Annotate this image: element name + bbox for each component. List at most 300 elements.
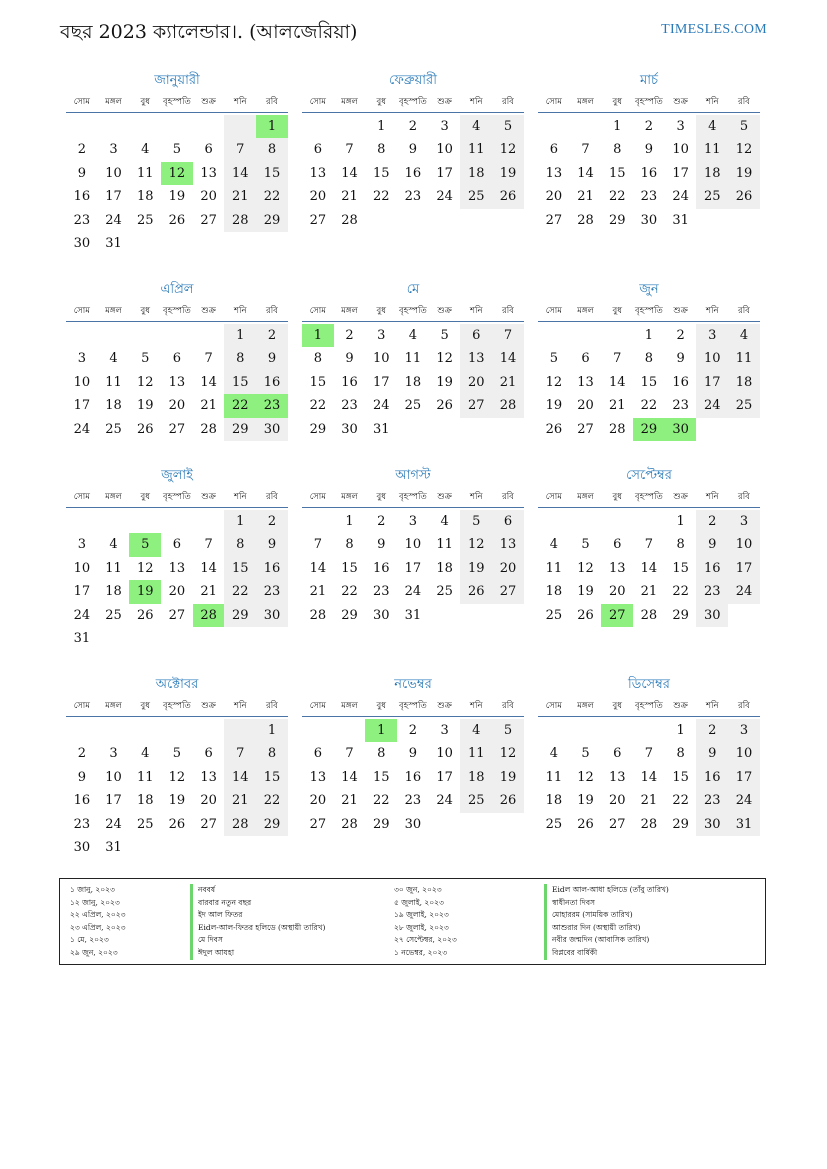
empty-day-cell (538, 115, 570, 138)
day-cell: 7 (644, 537, 654, 553)
weekday-label: মঙ্গল (341, 701, 358, 711)
day-cell: 23 (696, 580, 728, 603)
weekday-label: সোম (309, 97, 326, 107)
day-cell: 8 (644, 351, 654, 367)
day-cell: 24 (728, 580, 760, 603)
empty-day-cell (161, 719, 193, 742)
holiday-day-cell: 27 (601, 604, 633, 627)
day-cell: 10 (404, 537, 422, 553)
weekday-label: রবি (738, 97, 750, 107)
day-cell: 21 (492, 371, 524, 394)
weekday-header (66, 301, 288, 322)
month-name: মার্চ (639, 73, 658, 88)
day-cell: 24 (105, 816, 122, 832)
holiday-dates-left (70, 884, 185, 960)
day-cell: 30 (73, 235, 91, 251)
day-cell: 13 (168, 560, 186, 576)
day-cell: 4 (109, 351, 118, 367)
day-cell: 15 (256, 162, 288, 185)
weekday-label: শুক্র (201, 97, 216, 107)
day-cell: 4 (408, 328, 418, 343)
empty-day-cell (129, 510, 161, 533)
day-cell: 14 (341, 165, 358, 181)
day-cell: 6 (204, 746, 213, 762)
day-cell: 7 (204, 537, 213, 553)
holiday-day-cell: 5 (129, 533, 161, 556)
day-cell: 10 (372, 351, 390, 367)
day-cell: 16 (256, 371, 288, 394)
day-cell: 15 (640, 374, 658, 390)
day-cell: 27 (168, 607, 186, 623)
day-cell: 3 (109, 746, 118, 762)
day-cell: 25 (728, 394, 760, 417)
day-cell: 29 (672, 607, 689, 623)
day-cell: 21 (341, 189, 358, 205)
month-name: ডিসেম্বর (628, 677, 670, 692)
empty-day-cell (98, 719, 130, 742)
day-cell: 15 (224, 557, 256, 580)
day-cell: 5 (549, 351, 558, 367)
day-cell: 18 (105, 398, 122, 414)
holiday-name: Eidল আল-আধা হলিডে (তাঁবু তারিখ) (544, 884, 759, 897)
day-cell: 16 (404, 165, 422, 181)
day-cell: 27 (460, 394, 492, 417)
day-cell: 3 (377, 328, 386, 343)
month-calendar (538, 465, 760, 627)
day-cell: 17 (73, 584, 91, 600)
month-name: জানুয়ারী (154, 73, 200, 88)
day-cell: 26 (545, 421, 563, 437)
weekday-label: শুক্র (437, 306, 452, 316)
day-cell: 22 (372, 793, 390, 809)
day-cell: 18 (105, 584, 122, 600)
day-cell: 29 (608, 212, 626, 228)
day-cell: 13 (545, 165, 563, 181)
weekday-label: মঙ্গল (577, 306, 594, 316)
empty-day-cell (302, 115, 334, 138)
day-grid (66, 113, 288, 255)
day-cell: 11 (696, 138, 728, 161)
day-cell: 3 (728, 719, 760, 742)
day-cell: 8 (676, 537, 685, 553)
holiday-name: Eidল-আল-ফিতর হলিডে (অস্থায়ী তারিখ) (190, 922, 390, 935)
day-cell: 13 (608, 560, 626, 576)
month-calendar (538, 674, 760, 836)
day-cell: 8 (377, 142, 386, 158)
day-cell: 6 (492, 510, 524, 533)
day-cell: 18 (404, 374, 422, 390)
day-cell: 13 (460, 347, 492, 370)
holiday-name: আশুরার দিন (অস্থায়ী তারিখ) (544, 922, 759, 935)
day-cell: 23 (696, 789, 728, 812)
empty-day-cell (98, 324, 130, 347)
day-cell: 5 (581, 746, 590, 762)
weekday-label: মঙ্গল (577, 701, 594, 711)
month-calendar (538, 70, 760, 232)
holiday-date: ২২ এপ্রিল, ২০২৩ (70, 910, 126, 920)
day-cell: 7 (345, 746, 354, 762)
month-name: এপ্রিল (160, 282, 194, 297)
day-cell: 31 (372, 421, 390, 437)
holiday-day-cell: 1 (365, 719, 397, 742)
empty-day-cell (224, 719, 256, 742)
day-cell: 19 (492, 162, 524, 185)
weekday-label: শুক্র (437, 97, 452, 107)
day-cell: 6 (581, 351, 590, 367)
day-cell: 31 (73, 630, 91, 646)
day-cell: 15 (256, 766, 288, 789)
day-cell: 20 (608, 584, 626, 600)
day-cell: 21 (200, 584, 217, 600)
day-cell: 31 (728, 813, 760, 836)
day-cell: 2 (256, 510, 288, 533)
day-cell: 4 (440, 514, 449, 529)
weekday-label: সোম (309, 492, 326, 502)
weekday-header (302, 92, 524, 113)
day-cell: 12 (492, 138, 524, 161)
empty-day-cell (538, 719, 570, 742)
empty-day-cell (601, 324, 633, 347)
weekday-label: শনি (470, 97, 483, 107)
month-calendar (66, 70, 288, 255)
day-cell: 28 (640, 816, 658, 832)
day-cell: 16 (672, 374, 689, 390)
day-cell: 5 (440, 328, 449, 343)
empty-day-cell (129, 719, 161, 742)
day-cell: 24 (696, 394, 728, 417)
day-cell: 12 (728, 138, 760, 161)
day-cell: 16 (73, 793, 91, 809)
empty-day-cell (129, 115, 161, 138)
day-cell: 25 (404, 398, 422, 414)
day-cell: 2 (256, 324, 288, 347)
weekday-label: মঙ্গল (341, 97, 358, 107)
weekday-label: বৃহস্পতি (635, 701, 663, 711)
day-cell: 25 (136, 212, 154, 228)
day-cell: 27 (200, 212, 217, 228)
day-cell: 5 (141, 351, 150, 367)
day-cell: 24 (372, 398, 390, 414)
day-cell: 7 (492, 324, 524, 347)
day-cell: 9 (77, 165, 86, 181)
day-cell: 12 (577, 560, 594, 576)
day-cell: 25 (460, 185, 492, 208)
day-cell: 15 (372, 769, 390, 785)
day-cell: 28 (341, 212, 358, 228)
holiday-name: নববর্ষ (190, 884, 390, 897)
weekday-label: সোম (545, 492, 562, 502)
day-grid (66, 508, 288, 650)
site-brand-link[interactable]: TIMESLES.COM (661, 22, 767, 37)
weekday-header (302, 487, 524, 508)
weekday-label: শুক্র (201, 306, 216, 316)
month-name: মে (406, 282, 420, 297)
empty-day-cell (66, 719, 98, 742)
day-cell: 8 (224, 347, 256, 370)
weekday-header (66, 487, 288, 508)
weekday-label: বুধ (376, 701, 386, 711)
weekday-label: সোম (309, 306, 326, 316)
holiday-name: বারবার নতুন বছর (190, 897, 390, 910)
day-cell: 3 (676, 119, 685, 134)
weekday-label: বৃহস্পতি (163, 97, 191, 107)
day-cell: 12 (492, 742, 524, 765)
day-cell: 23 (73, 212, 91, 228)
day-cell: 16 (341, 374, 358, 390)
holiday-day-cell: 29 (633, 418, 665, 441)
holiday-name: মোহাররম (সাময়িক তারিখ) (544, 909, 759, 922)
day-cell: 19 (577, 584, 594, 600)
day-cell: 24 (73, 421, 91, 437)
day-cell: 6 (613, 537, 622, 553)
day-cell: 25 (545, 816, 563, 832)
day-cell: 13 (168, 374, 186, 390)
day-cell: 28 (341, 816, 358, 832)
day-cell: 27 (545, 212, 563, 228)
day-grid (302, 322, 524, 441)
day-cell: 22 (672, 793, 689, 809)
weekday-header (302, 696, 524, 717)
day-cell: 22 (256, 185, 288, 208)
day-cell: 1 (676, 514, 685, 529)
day-cell: 4 (109, 537, 118, 553)
weekday-label: বুধ (612, 701, 622, 711)
weekday-label: শনি (706, 492, 719, 502)
day-cell: 19 (545, 398, 563, 414)
day-cell: 2 (676, 328, 685, 343)
day-cell: 9 (696, 742, 728, 765)
empty-day-cell (601, 719, 633, 742)
day-cell: 29 (309, 421, 327, 437)
day-grid (302, 508, 524, 627)
weekday-label: রবি (502, 701, 514, 711)
day-cell: 9 (644, 142, 654, 158)
day-cell: 28 (309, 607, 327, 623)
day-cell: 26 (436, 398, 453, 414)
day-cell: 20 (309, 189, 327, 205)
weekday-label: শুক্র (673, 306, 688, 316)
day-cell: 14 (577, 165, 594, 181)
day-cell: 10 (73, 374, 91, 390)
weekday-label: রবি (502, 492, 514, 502)
weekday-label: বৃহস্পতি (163, 492, 191, 502)
day-cell: 19 (168, 793, 186, 809)
weekday-label: শুক্র (201, 701, 216, 711)
day-cell: 14 (224, 162, 256, 185)
day-cell: 28 (492, 394, 524, 417)
holiday-day-cell: 22 (224, 394, 256, 417)
day-cell: 21 (640, 793, 658, 809)
empty-day-cell (302, 719, 334, 742)
day-cell: 23 (372, 584, 390, 600)
empty-day-cell (161, 510, 193, 533)
day-cell: 2 (696, 719, 728, 742)
weekday-label: বুধ (612, 306, 622, 316)
day-cell: 13 (309, 165, 327, 181)
day-cell: 9 (408, 142, 418, 158)
empty-day-cell (98, 510, 130, 533)
day-grid (538, 113, 760, 232)
day-cell: 12 (136, 560, 154, 576)
weekday-label: শনি (234, 306, 247, 316)
day-cell: 19 (436, 374, 453, 390)
weekday-label: সোম (73, 97, 90, 107)
day-cell: 27 (577, 421, 594, 437)
day-cell: 28 (224, 209, 256, 232)
weekday-label: মঙ্গল (105, 701, 122, 711)
weekday-label: শুক্র (673, 492, 688, 502)
day-cell: 11 (545, 560, 563, 576)
day-cell: 17 (404, 560, 422, 576)
day-cell: 17 (105, 189, 122, 205)
day-cell: 13 (309, 769, 327, 785)
day-cell: 10 (728, 533, 760, 556)
day-cell: 30 (341, 421, 358, 437)
weekday-header (66, 696, 288, 717)
day-cell: 1 (613, 119, 622, 134)
day-cell: 10 (696, 347, 728, 370)
day-cell: 6 (613, 746, 622, 762)
day-cell: 7 (313, 537, 322, 553)
weekday-label: সোম (73, 306, 90, 316)
day-cell: 18 (136, 793, 154, 809)
holiday-day-cell: 1 (302, 324, 334, 347)
day-cell: 12 (460, 533, 492, 556)
day-cell: 15 (672, 769, 689, 785)
weekday-label: শুক্র (201, 492, 216, 502)
holiday-date: ১ জানু, ২০২৩ (70, 885, 115, 894)
weekday-label: শনি (706, 306, 719, 316)
day-cell: 17 (105, 793, 122, 809)
day-cell: 1 (345, 514, 354, 529)
day-cell: 26 (492, 185, 524, 208)
weekday-label: রবি (738, 492, 750, 502)
weekday-label: বুধ (140, 306, 150, 316)
day-cell: 27 (168, 421, 186, 437)
day-cell: 7 (581, 142, 590, 158)
day-cell: 28 (224, 813, 256, 836)
day-cell: 17 (728, 557, 760, 580)
day-cell: 13 (577, 374, 594, 390)
holiday-names-left (190, 884, 390, 960)
day-cell: 7 (224, 138, 256, 161)
day-cell: 19 (460, 557, 492, 580)
holiday-date: ২৩ এপ্রিল, ২০২৩ (70, 922, 126, 932)
day-cell: 13 (200, 165, 217, 181)
day-cell: 4 (141, 746, 150, 762)
day-cell: 9 (345, 351, 354, 367)
day-cell: 17 (73, 398, 91, 414)
day-cell: 11 (728, 347, 760, 370)
day-cell: 10 (73, 560, 91, 576)
day-cell: 13 (608, 769, 626, 785)
day-cell: 2 (696, 510, 728, 533)
day-cell: 10 (105, 165, 122, 181)
day-cell: 14 (492, 347, 524, 370)
day-cell: 5 (728, 115, 760, 138)
day-cell: 3 (77, 537, 86, 553)
day-cell: 16 (372, 560, 390, 576)
day-cell: 3 (77, 351, 86, 367)
day-cell: 12 (577, 769, 594, 785)
empty-day-cell (601, 510, 633, 533)
day-cell: 6 (172, 351, 182, 367)
day-cell: 21 (577, 189, 594, 205)
day-cell: 7 (204, 351, 213, 367)
weekday-label: বৃহস্পতি (399, 701, 427, 711)
day-cell: 21 (309, 584, 327, 600)
day-cell: 8 (313, 351, 322, 367)
day-cell: 12 (136, 374, 154, 390)
day-cell: 26 (492, 789, 524, 812)
day-cell: 5 (492, 115, 524, 138)
day-cell: 3 (440, 119, 449, 134)
month-calendar (66, 674, 288, 859)
day-cell: 7 (224, 742, 256, 765)
day-cell: 8 (256, 138, 288, 161)
day-cell: 28 (640, 607, 658, 623)
holiday-date: ২৭ সেপ্টেম্বর, ২০২৩ (394, 935, 457, 945)
day-cell: 31 (105, 839, 122, 855)
day-cell: 17 (672, 165, 689, 181)
weekday-label: শুক্র (673, 701, 688, 711)
weekday-label: শনি (234, 97, 247, 107)
day-cell: 1 (224, 324, 256, 347)
day-cell: 20 (545, 189, 563, 205)
day-cell: 22 (372, 189, 390, 205)
holiday-date: ১ মে, ২০২৩ (70, 935, 109, 945)
weekday-header (66, 92, 288, 113)
day-cell: 3 (728, 510, 760, 533)
day-cell: 25 (105, 421, 122, 437)
day-cell: 23 (404, 793, 422, 809)
day-cell: 10 (436, 142, 453, 158)
day-cell: 28 (608, 421, 626, 437)
day-cell: 26 (136, 421, 154, 437)
holiday-day-cell: 30 (665, 418, 697, 441)
day-cell: 17 (436, 165, 453, 181)
day-cell: 22 (341, 584, 358, 600)
holiday-date: ১২ জানু, ২০২৩ (70, 897, 120, 907)
day-cell: 24 (436, 793, 453, 809)
day-cell: 22 (309, 398, 327, 414)
holiday-dates-right (394, 884, 544, 960)
weekday-label: শনি (470, 701, 483, 711)
day-cell: 30 (640, 212, 658, 228)
page-title: বছর 2023 ক্যালেন্ডার।. (আলজেরিয়া) (60, 21, 358, 43)
empty-day-cell (570, 324, 602, 347)
weekday-label: সোম (73, 701, 90, 711)
day-cell: 11 (404, 351, 422, 367)
day-cell: 4 (549, 746, 558, 762)
day-cell: 9 (377, 537, 386, 553)
day-cell: 26 (460, 580, 492, 603)
day-cell: 13 (200, 769, 217, 785)
day-cell: 21 (224, 185, 256, 208)
holiday-date: ১৯ জুলাই, ২০২৩ (394, 910, 449, 920)
holiday-date: ৫ জুলাই, ২০২৩ (394, 897, 444, 907)
holiday-day-cell: 23 (256, 394, 288, 417)
day-cell: 8 (345, 537, 354, 553)
day-cell: 16 (404, 769, 422, 785)
day-cell: 21 (200, 398, 217, 414)
weekday-label: রবি (502, 306, 514, 316)
day-cell: 1 (676, 723, 685, 738)
day-grid (302, 113, 524, 232)
day-cell: 5 (492, 719, 524, 742)
weekday-label: শনি (706, 701, 719, 711)
day-cell: 14 (341, 769, 358, 785)
